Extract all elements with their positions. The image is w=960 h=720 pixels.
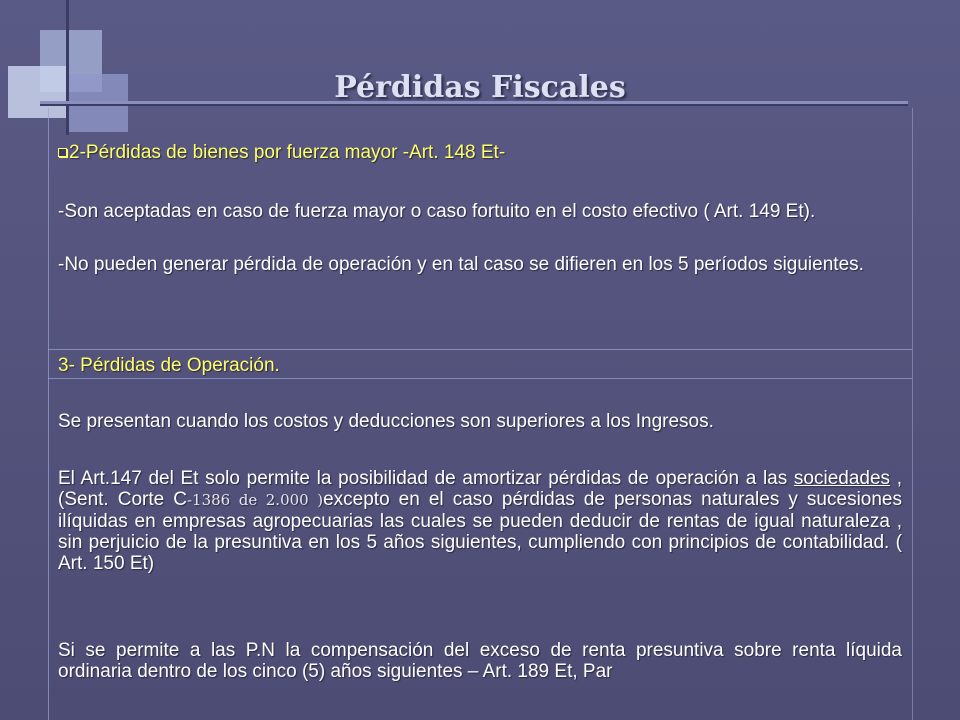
paragraph-text: , (Sent. Corte C [58,468,902,510]
content-left-rule [48,108,49,720]
page-title: Pérdidas Fiscales [334,70,626,105]
section2-paragraph-2: -No pueden generar pérdida de operación y en tal caso se difieren en los 5 períodos siguientes. [58,254,864,275]
section3-heading: 3- Pérdidas de Operación. [58,355,280,376]
section3-paragraph-3: Si se permite a las P.N la compensación del exceso de renta presuntiva sobre renta líquida ordinaria dentro de los cinco (5) años siguientes – Art. 189 Et, Par [58,640,902,682]
section3-paragraph-1: Se presentan cuando los costos y deducciones son superiores a los Ingresos. [58,411,714,432]
section3-paragraph-2 [58,468,902,574]
citation-text: -1386 de 2.000 ) [186,491,324,509]
paragraph-text: El Art.147 del Et solo permite la posibilidad de amortizar pérdidas de operación a las [58,468,794,489]
underlined-term: sociedades [793,468,891,489]
section-divider [48,349,912,350]
section2-paragraph-1: -Son aceptadas en caso de fuerza mayor o caso fortuito en el costo efectivo ( Art. 149 Et). [58,201,816,222]
section-divider [48,378,912,379]
square-bullet-icon [58,148,67,157]
section2-heading-row [58,142,902,163]
content-right-rule [912,108,913,720]
paragraph-text: excepto en el caso pérdidas de personas naturales y sucesiones ilíquidas en empresas agropecuarias las cuales se pueden deducir de rentas de igual naturaleza , sin perjuicio de la presuntiva en los 5 años siguientes, cumpliendo con principios de contabilidad. ( Art. 150 Et) [58,489,902,574]
decorative-vertical-line [66,0,69,135]
section2-heading: 2-Pérdidas de bienes por fuerza mayor -Art. 148 Et- [69,142,506,163]
